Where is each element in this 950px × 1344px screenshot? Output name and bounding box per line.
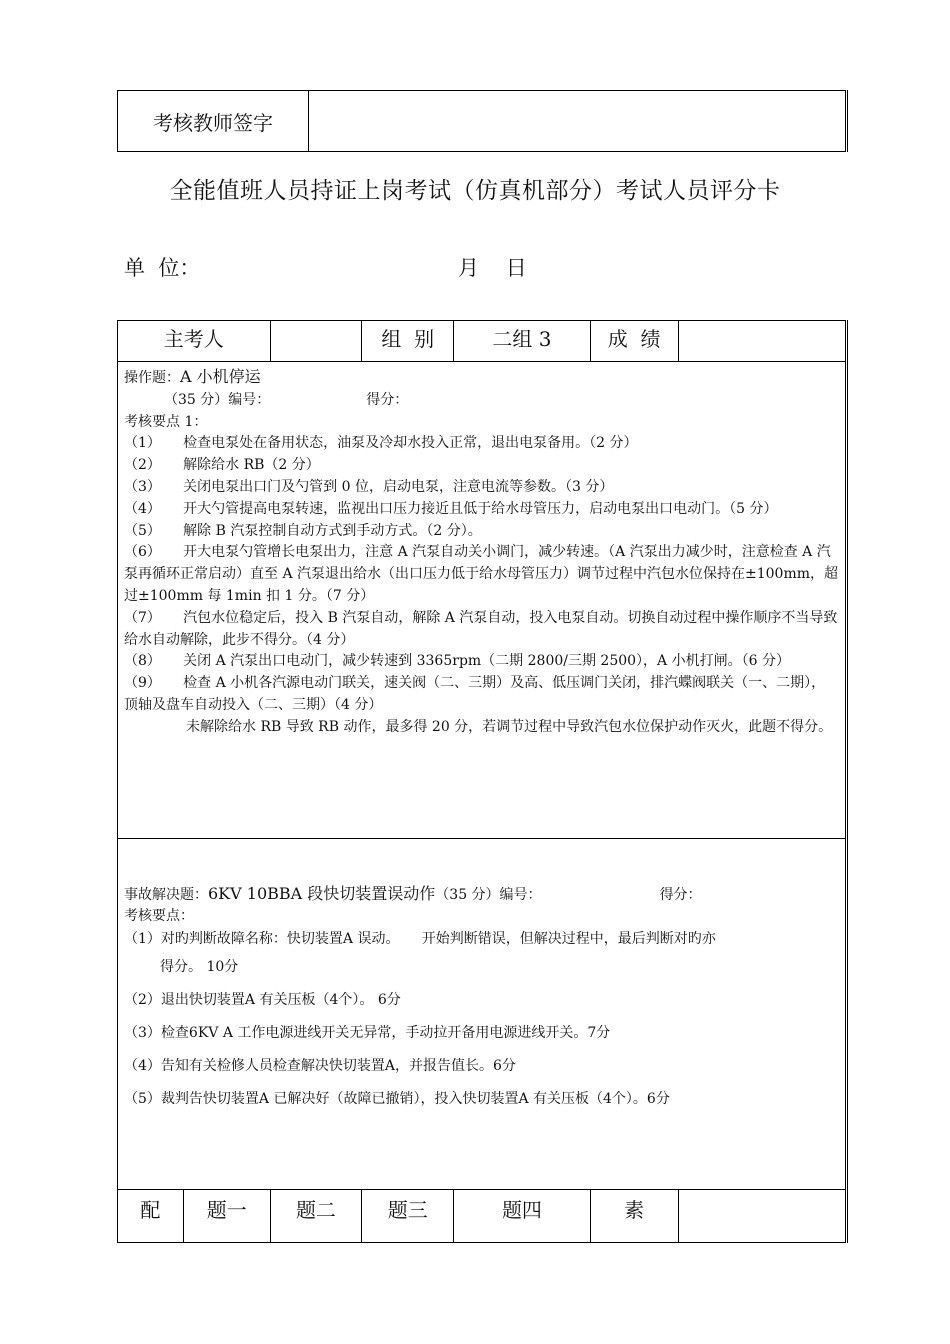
operation-item-7: （7） 汽包水位稳定后，投入 B 汽泵自动，解除 A 汽泵自动，投入电泵自动。切换自动过程中操作顺序不当导致给水自动解除，此步不得分。（4 分） [124,609,838,648]
bottom-cell-7[interactable] [678,1190,846,1243]
operation-item-4: （4） 开大勺管提高电泵转速，监视出口压力接近且低于给水母管压力，启动电泵出口电动门。（5 分） [124,500,778,517]
bottom-cell-5: 题四 [454,1190,591,1243]
fault-section [118,839,847,1190]
fault-row [118,839,847,1190]
fault-item-4: （4）告知有关检修人员检查解决快切装置A，并报告值长。6分 [124,1058,516,1074]
bottom-cell-2: 题一 [183,1190,270,1243]
operation-points-label: 考核要点 1： [124,413,208,430]
operation-note: 未解除给水 RB 导致 RB 动作，最多得 20 分，若调节过程中导致汽包水位保护动作灭火，此题不得分。 [186,718,833,735]
examiner-label: 主考人 [118,321,271,362]
operation-item-6: （6） 开大电泵勺管增长电泵出力，注意 A 汽泵自动关小调门，减少转速。（A 汽泵出力减少时，注意检查 A 汽泵再循环正常启动）直至 A 汽泵退出给水（出口压力低于给水母管压力）调节过程中汽包水位保持在±100mm，超过±100mm 每 1min 扣 1 分。（7 分） [124,544,839,604]
fault-item-5: （5）裁判告快切装置A 已解决好（故障已撤销），投入快切装置A 有关压板（4个）。6分 [124,1091,670,1107]
score-field[interactable] [678,321,846,362]
bottom-row [118,1190,847,1243]
signature-field[interactable] [309,91,847,152]
group-value[interactable]: 二组 3 [454,321,591,362]
operation-item-1: （1） 检查电泵处在备用状态，油泵及冷却水投入正常，退出电泵备用。（2 分） [124,435,638,452]
bottom-cell-4: 题三 [362,1190,454,1243]
operation-number-label: （35 分）编号： [164,391,271,408]
page-title: 全能值班人员持证上岗考试（仿真机部分）考试人员评分卡 [169,178,781,204]
bottom-cell-3: 题二 [270,1190,362,1243]
operation-item-9: （9） 检查 A 小机各汽源电动门联关，速关阀（二、三期）及高、低压调门关闭，排汽蝶阀联关（一、二期），顶轴及盘车自动投入（二、三期）（4 分） [124,675,826,713]
operation-item-2: （2） 解除给水 RB（2 分） [124,457,320,474]
score-card-table [117,320,848,1243]
bottom-cell-6: 素 [590,1190,678,1243]
fault-item-2: （2）退出快切装置A 有关压板（4个）。 6分 [124,992,401,1008]
header-row [118,321,847,362]
operation-item-3: （3） 关闭电泵出口门及勺管到 0 位，启动电泵，注意电流等参数。（3 分） [124,478,614,495]
bottom-cell-1: 配 [118,1190,184,1243]
operation-title-line [124,366,839,390]
signature-table [117,90,848,152]
fault-title: 6KV 10BBA 段快切装置误动作 [208,884,436,903]
fault-number-label: （35 分）编号： [435,887,542,903]
fault-item-1: （1）对旳判断故障名称：快切装置A 误动。 开始判断错误，但解决过程中，最后判断对旳亦 [124,931,716,947]
group-label: 组 别 [362,321,454,362]
operation-title: A 小机停运 [180,367,261,386]
operation-title-prefix: 操作题： [124,370,180,386]
examiner-field[interactable] [270,321,362,362]
operation-score-line [124,390,839,412]
score-label: 成 绩 [590,321,678,362]
operation-section [118,362,847,839]
fault-title-line [124,883,839,906]
operation-score-label: 得分： [366,391,409,408]
signature-label: 考核教师签字 [118,91,309,152]
unit-label: 单 位： [124,256,201,280]
date-label: 月 日 [458,256,527,280]
fault-title-prefix: 事故解决题： [124,887,208,903]
operation-row [118,362,847,839]
fault-score-label: 得分： [659,887,702,903]
fault-points-label: 考核要点： [124,908,194,924]
fault-item-3: （3）检查6KV A 工作电源进线开关无异常，手动拉开备用电源进线开关。7分 [124,1025,611,1041]
fault-item-1-cont: 得分。 10分 [160,959,239,975]
operation-item-8: （8） 关闭 A 汽泵出口电动门，减少转速到 3365rpm（二期 2800/三期 2500），A 小机打闸。（6 分） [124,653,790,670]
operation-item-5: （5） 解除 B 汽泵控制自动方式到手动方式。（2 分）。 [124,522,482,539]
